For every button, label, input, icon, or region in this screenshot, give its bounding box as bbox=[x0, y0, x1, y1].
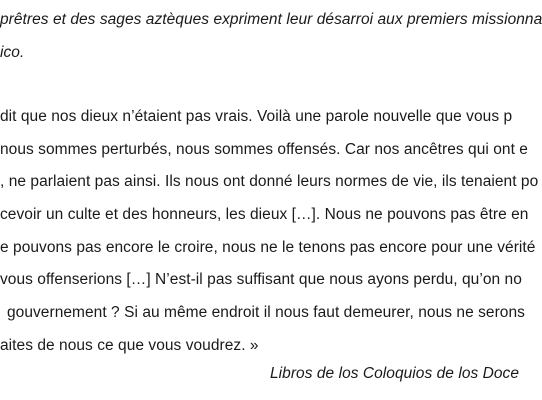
quote-line-7: gouvernement ? Si au même endroit il nous faut demeurer, nous ne serons bbox=[7, 304, 525, 321]
intro-line-1: prêtres et des sages aztèques expriment leur désarroi aux premiers missionna bbox=[0, 11, 542, 28]
quote-line-6: vous offenserions […] N’est-il pas suffisant que nous ayons perdu, qu’on no bbox=[0, 271, 522, 288]
intro-line-2: ico. bbox=[0, 44, 25, 61]
quote-line-5: e pouvons pas encore le croire, nous ne le tenons pas encore pour une vérité bbox=[0, 239, 536, 256]
quote-line-2: nous sommes perturbés, nous sommes offensés. Car nos ancêtres qui ont e bbox=[0, 141, 528, 158]
quote-line-1: dit que nos dieux n’étaient pas vrais. Voilà une parole nouvelle que vous p bbox=[0, 108, 513, 125]
source-citation: Libros de los Coloquios de los Doce bbox=[270, 365, 520, 382]
quote-line-3: , ne parlaient pas ainsi. Ils nous ont donné leurs normes de vie, ils tenaient po bbox=[0, 173, 539, 190]
quote-line-4: cevoir un culte et des honneurs, les dieux […]. Nous ne pouvons pas être en bbox=[0, 206, 529, 223]
quote-line-8: aites de nous ce que vous voudrez. » bbox=[0, 337, 259, 354]
